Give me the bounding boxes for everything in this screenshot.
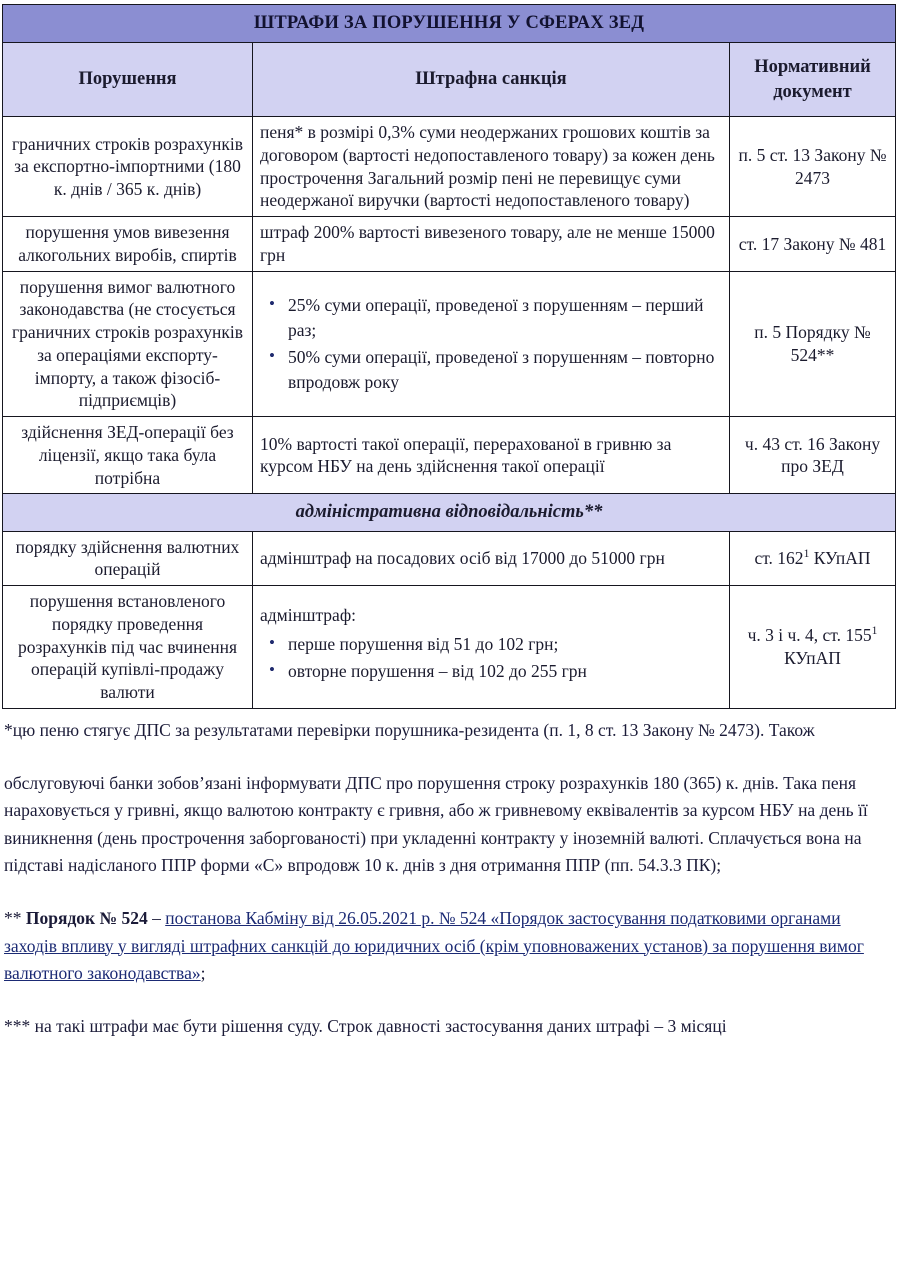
sanction-bullet-list [260, 632, 722, 684]
column-header-document-line1: Нормативний [754, 57, 871, 78]
sanction-bullet-list [260, 293, 722, 394]
table-header-row [3, 43, 896, 117]
column-header-document [730, 43, 896, 117]
cell-violation: порядку здійснення валютних операцій [3, 531, 253, 586]
cell-sanction [253, 586, 730, 709]
cell-sanction: пеня* в розмірі 0,3% суми неодержаних грошових коштів за договором (вартості недопоставленого товару) за кожен день прострочення Загальний розмір пені не перевищує суми неодержаної виручки (вартості недопоставленого товару) [253, 117, 730, 217]
section-band-label: адміністративна відповідальність** [3, 494, 896, 531]
sanction-lead: адмінштраф: [260, 604, 357, 625]
cell-document [730, 586, 896, 709]
footnote-3-dash: – [147, 908, 166, 929]
cell-document: ч. 43 ст. 16 Закону про ЗЕД [730, 417, 896, 494]
document-page [0, 4, 897, 1284]
table-row [3, 271, 896, 417]
table-row [3, 586, 896, 709]
cell-sanction: штраф 200% вартості вивезеного товару, але не менше 15000 грн [253, 217, 730, 272]
list-item: • 50% суми операції, проведеної з порушенням – повторно впродовж року [286, 345, 722, 395]
footnote-3-title: Порядок № 524 [25, 908, 148, 929]
footnote-3 [4, 905, 893, 987]
footnotes [4, 717, 893, 1041]
document-superscript: 1 [871, 625, 878, 638]
column-header-violation: Порушення [3, 43, 253, 117]
cell-sanction: 10% вартості такої операції, перерахованої в гривню за курсом НБУ на день здійснення такої операції [253, 417, 730, 494]
cell-violation: порушення встановленого порядку проведення розрахунків під час вчинення операцій купівлі-продажу валюти [3, 586, 253, 709]
cell-violation: здійснення ЗЕД-операції без ліцензії, якщо така була потрібна [3, 417, 253, 494]
footnote-2: обслуговуючі банки зобов’язані інформувати ДПС про порушення строку розрахунків 180 (365) к. днів. Така пеня нараховується у гривні, якщо валютою контракту є гривня, або ж гривневому еквівалентів за курсом НБУ на день її виникнення (день прострочення заборгованості) при укладенні контракту у іноземній валюті. Сплачується вона на підставі надісланого ППР форми «С» впродовж 10 к. днів з дня отримання ППР (пп. 54.3.3 ПК); [4, 773, 868, 875]
cell-document [730, 531, 896, 586]
table-row [3, 417, 896, 494]
document-superscript: 1 [803, 548, 810, 561]
column-header-document-line2: документ [773, 81, 852, 102]
cell-sanction: адмінштраф на посадових осіб від 17000 до 51000 грн [253, 531, 730, 586]
table-row [3, 117, 896, 217]
document-prefix: ч. 3 і ч. 4, ст. 155 [747, 625, 872, 646]
footnote-3-prefix: ** [4, 908, 26, 929]
cell-document: ст. 17 Закону № 481 [730, 217, 896, 272]
list-item: • 25% суми операції, проведеної з порушенням – перший раз; [286, 293, 722, 343]
table-row [3, 531, 896, 586]
cell-violation: порушення умов вивезення алкогольних виробів, спиртів [3, 217, 253, 272]
table-title: ШТРАФИ ЗА ПОРУШЕННЯ У СФЕРАХ ЗЕД [3, 5, 896, 43]
document-suffix: КУпАП [809, 547, 871, 568]
cell-violation: порушення вимог валютного законодавства (не стосується граничних строків розрахунків за операціями експорту-імпорту, а також фізосіб-підприємців) [3, 271, 253, 417]
list-item: • овторне порушення – від 102 до 255 грн [286, 659, 722, 684]
cell-document: п. 5 Порядку № 524** [730, 271, 896, 417]
document-prefix: ст. 162 [754, 547, 804, 568]
document-suffix: КУпАП [784, 647, 841, 668]
cell-sanction [253, 271, 730, 417]
footnote-3-link[interactable]: постанова Кабміну від 26.05.2021 р. № 524 «Порядок застосування податковими органами заходів впливу у вигляді штрафних санкцій до юридичних осіб (крім уповноважених установ) за порушення вимог валютного законодавства» [4, 908, 864, 983]
section-band-row [3, 494, 896, 531]
cell-document: п. 5 ст. 13 Закону № 2473 [730, 117, 896, 217]
cell-violation: граничних строків розрахунків за експортно-імпортними (180 к. днів / 365 к. днів) [3, 117, 253, 217]
table-title-row [3, 5, 896, 43]
footnote-4: *** на такі штрафи має бути рішення суду. Строк давності застосування даних штрафі – 3 місяці [4, 1016, 727, 1037]
table-row [3, 217, 896, 272]
column-header-sanction: Штрафна санкція [253, 43, 730, 117]
footnote-1: *цю пеню стягує ДПС за результатами перевірки порушника-резидента (п. 1, 8 ст. 13 Закону № 2473). Також [4, 719, 815, 740]
fines-table [2, 4, 896, 709]
list-item: • перше порушення від 51 до 102 грн; [286, 632, 722, 657]
footnote-3-tail: ; [200, 962, 206, 983]
